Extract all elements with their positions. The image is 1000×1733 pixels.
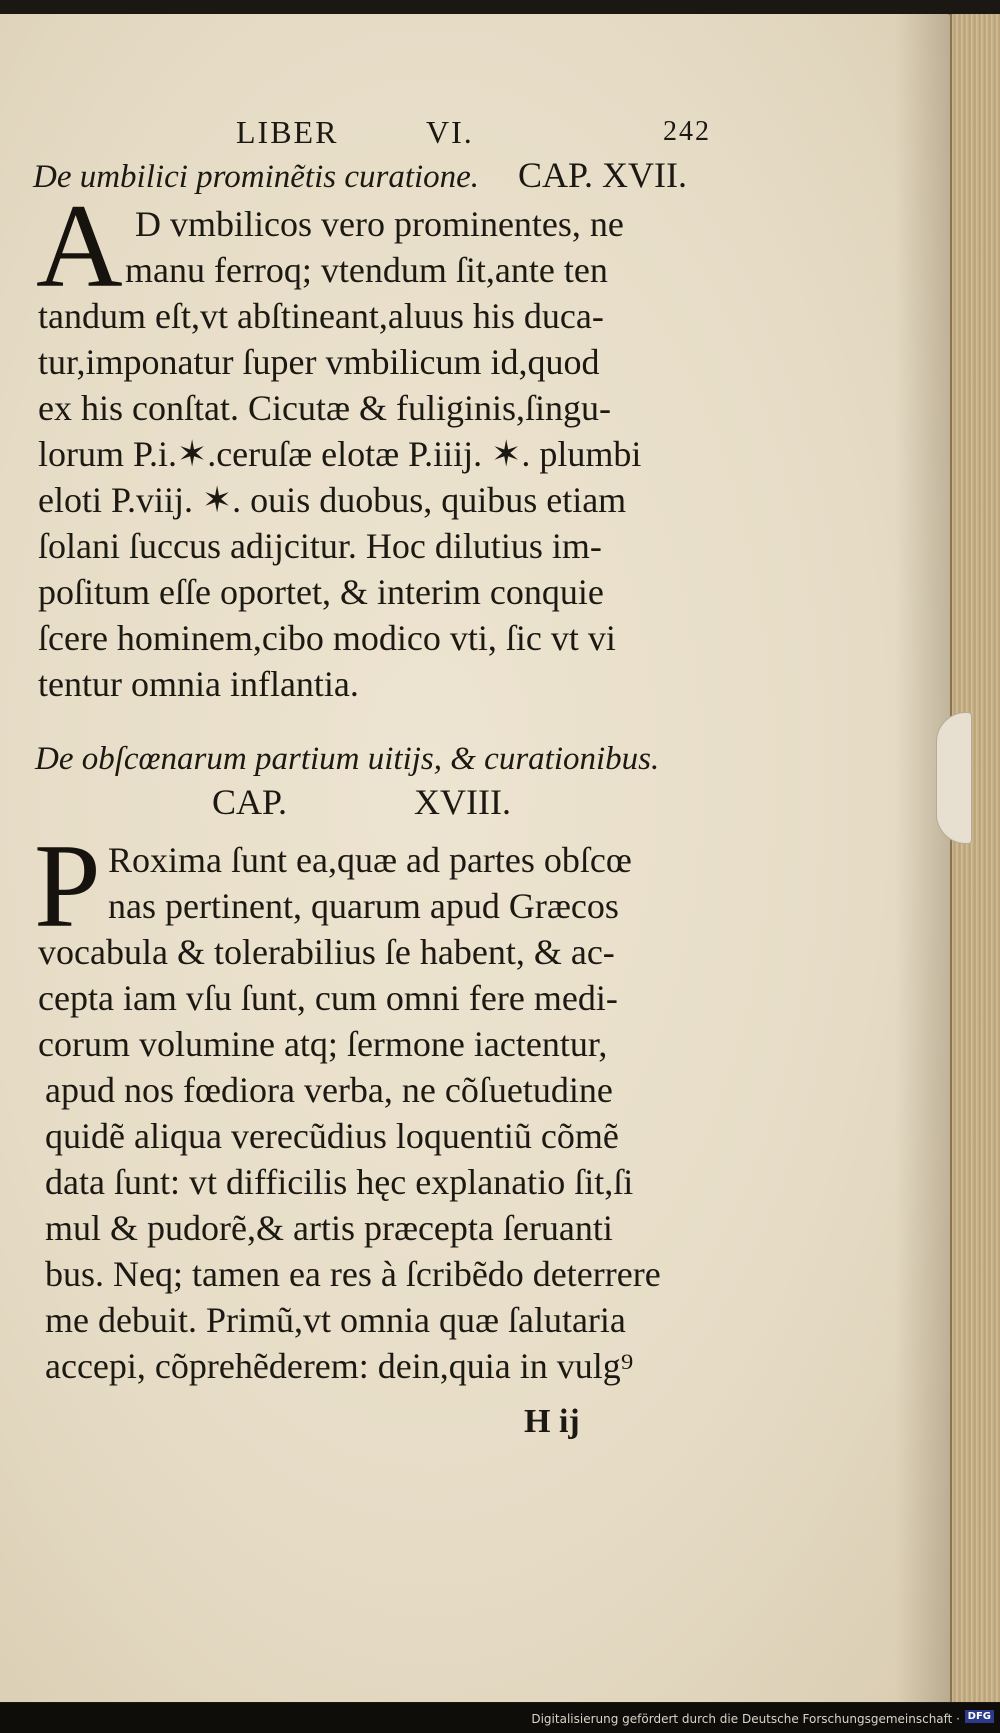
chapter17-line: tandum eſt,vt abſtineant,aluus his duca- xyxy=(38,296,604,336)
chapter17-line: eloti P.viij. ✶. ouis duobus, quibus etiam xyxy=(38,480,627,520)
chapter17-line: ex his conſtat. Cicutæ & fuliginis,ſingu- xyxy=(38,388,611,428)
running-title: LIBER xyxy=(236,114,339,150)
chapter17-line: manu ferroq; vtendum ſit,ante ten xyxy=(125,250,608,290)
drop-cap-p: P xyxy=(34,819,101,952)
signature-mark: H ij xyxy=(524,1403,580,1440)
chapter18-line: data ſunt: vt difficilis hęc explanatio ſit,ſi xyxy=(45,1162,634,1202)
chapter17-title: De umbilici prominẽtis curatione. xyxy=(33,159,480,195)
folio-number: 242 xyxy=(663,116,711,147)
chapter18-title: De obſcœnarum partium uitijs, & curationibus. xyxy=(35,741,660,777)
dfg-logo: DFG xyxy=(965,1710,994,1723)
chapter18-line: accepi, cõprehẽderem: dein,quia in vulg⁹ xyxy=(45,1346,634,1386)
chapter18-line: me debuit. Primũ,vt omnia quæ ſalutaria xyxy=(45,1300,626,1340)
chapter18-line: quidẽ aliqua verecũdius loquentiũ cõmẽ xyxy=(45,1116,619,1156)
chapter18-line: cepta iam vſu ſunt, cum omni fere medi- xyxy=(38,978,618,1018)
chapter17-line: ſcere hominem,cibo modico vti, ſic vt vi xyxy=(38,618,616,658)
digitization-credit: Digitalisierung gefördert durch die Deutsche Forschungsgemeinschaft · xyxy=(531,1712,960,1726)
chapter18-line: corum volumine atq; ſermone iactentur, xyxy=(38,1024,608,1064)
chapter17-cap: CAP. XVII. xyxy=(518,155,688,195)
chapter17-line: tentur omnia inflantia. xyxy=(38,664,359,704)
chapter18-cap-label: CAP. xyxy=(212,782,288,822)
chapter17-line: D vmbilicos vero prominentes, ne xyxy=(135,204,624,244)
chapter17-line: lorum P.i.✶.ceruſæ elotæ P.iiij. ✶. plumbi xyxy=(38,434,642,474)
chapter18-line: apud nos fœdiora verba, ne cõſuetudine xyxy=(45,1070,613,1110)
chapter18-line: vocabula & tolerabilius ſe habent, & ac- xyxy=(38,932,615,972)
chapter18-line: bus. Neq; tamen ea res à ſcribẽdo deterrere xyxy=(45,1254,661,1294)
drop-cap-a: A xyxy=(36,179,123,312)
chapter18-cap-number: XVIII. xyxy=(414,782,511,822)
book-number: VI. xyxy=(426,114,474,150)
chapter17-line: ſolani ſuccus adijcitur. Hoc dilutius im- xyxy=(38,526,602,566)
chapter17-line: poſitum eſſe oportet, & interim conquie xyxy=(38,572,604,612)
chapter17-line: tur,imponatur ſuper vmbilicum id,quod xyxy=(38,342,600,382)
chapter18-line: Roxima ſunt ea,quæ ad partes obſcœ xyxy=(108,840,632,880)
chapter18-line: nas pertinent, quarum apud Græcos xyxy=(108,886,619,926)
chapter18-line: mul & pudorẽ,& artis præcepta ſeruanti xyxy=(45,1208,613,1248)
